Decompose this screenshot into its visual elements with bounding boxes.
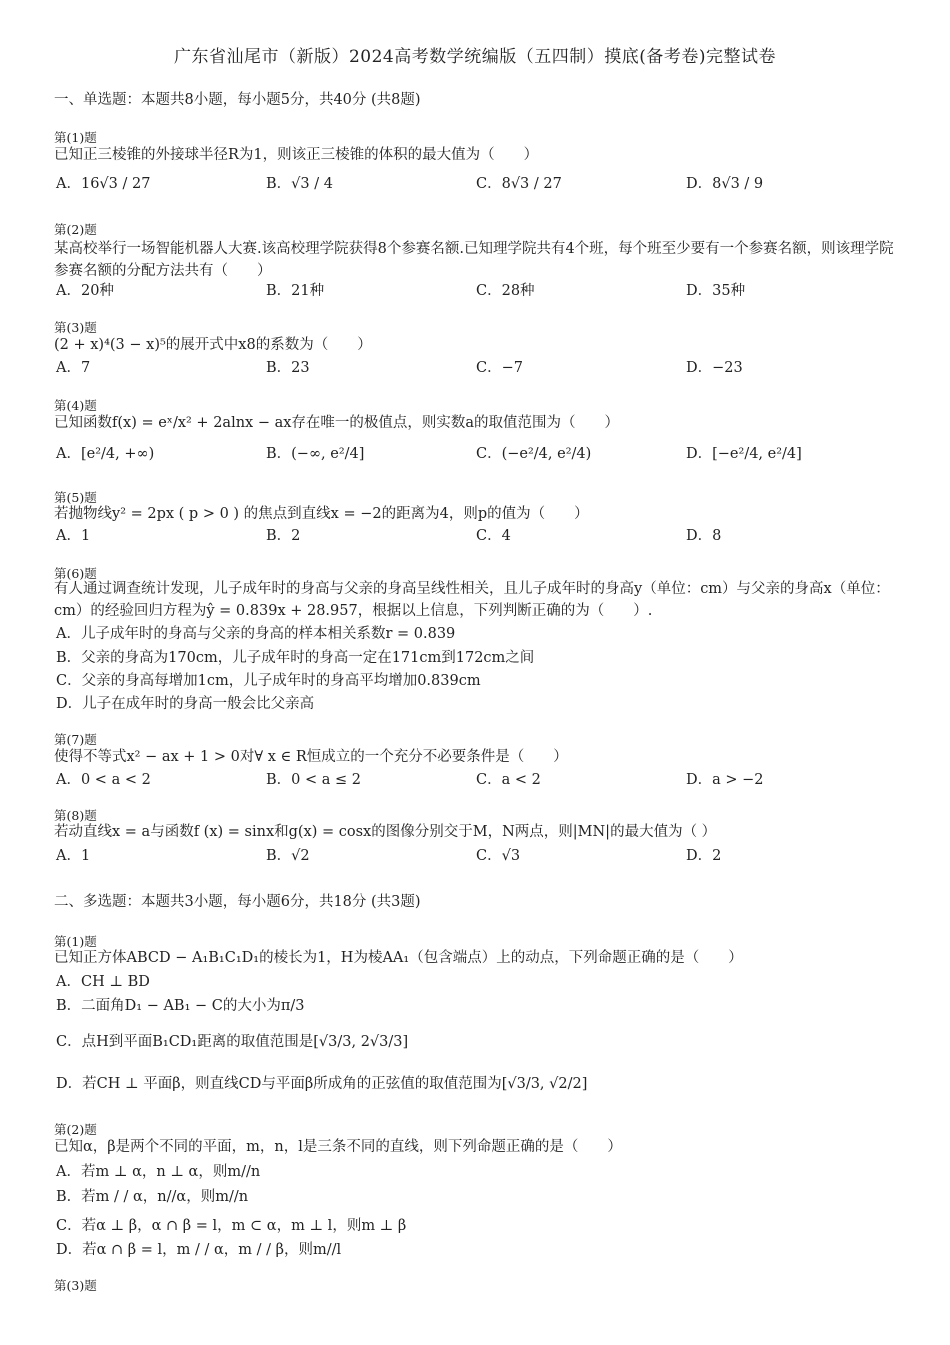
option-c: C．(−e²/4, e²/4) <box>476 446 592 462</box>
option-d: D．儿子在成年时的身高一般会比父亲高 <box>56 696 315 712</box>
option-c: C．28种 <box>476 283 535 299</box>
question-stem: 某高校举行一场智能机器人大赛.该高校理学院获得8个参赛名额.已知理学院共有4个班，每个班至少要有一个参赛名额，则该理学院参赛名额的分配方法共有（ ） <box>54 241 894 279</box>
question-stem: 若抛物线y² = 2px ( p > 0 ) 的焦点到直线x = −2的距离为4，则p的值为（ ） <box>54 506 589 522</box>
option-a: A．7 <box>56 360 91 376</box>
option-d: D．2 <box>686 848 722 864</box>
question-stem: 已知正三棱锥的外接球半径R为1，则该正三棱锥的体积的最大值为（ ） <box>54 147 539 163</box>
option-a: A．16√3 / 27 <box>56 176 151 192</box>
option-d: D．[−e²/4, e²/4] <box>686 446 802 462</box>
option-b: B．二面角D₁ − AB₁ − C的大小为π/3 <box>56 998 305 1014</box>
option-c: C．√3 <box>476 848 521 864</box>
question-stem: 使得不等式x² − ax + 1 > 0对∀ x ∈ R恒成立的一个充分不必要条件是（ ） <box>54 749 568 765</box>
option-d: D．35种 <box>686 283 746 299</box>
option-b: B．23 <box>266 360 310 376</box>
option-a: A．1 <box>56 528 91 544</box>
option-c: C．点H到平面B₁CD₁距离的取值范围是[√3/3, 2√3/3] <box>56 1034 409 1050</box>
option-b: B．√3 / 4 <box>266 176 333 192</box>
question-number: 第(2)题 <box>54 1122 97 1137</box>
option-a: A．0 < a < 2 <box>56 772 151 788</box>
question-stem: 已知正方体ABCD − A₁B₁C₁D₁的棱长为1，H为棱AA₁（包含端点）上的动点，下列命题正确的是（ ） <box>54 950 743 966</box>
question-number: 第(1)题 <box>54 130 97 145</box>
option-c: C．父亲的身高每增加1cm，儿子成年时的身高平均增加0.839cm <box>56 673 481 689</box>
question-number: 第(1)题 <box>54 934 97 949</box>
question-number: 第(8)题 <box>54 808 97 823</box>
option-d: D．8 <box>686 528 722 544</box>
option-c: C．4 <box>476 528 511 544</box>
option-c: C．a < 2 <box>476 772 541 788</box>
option-a: A．20种 <box>56 283 114 299</box>
question-stem: 若动直线x = a与函数f (x) = sinx和g(x) = cosx的图像分别交于M，N两点，则|MN|的最大值为（ ） <box>54 824 717 840</box>
option-c: C．8√3 / 27 <box>476 176 562 192</box>
option-b: B．(−∞, e²/4] <box>266 446 365 462</box>
question-stem: 已知α，β是两个不同的平面，m，n，l是三条不同的直线，则下列命题正确的是（ ） <box>54 1139 622 1155</box>
option-a: A．1 <box>56 848 91 864</box>
option-b: B．若m / / α，n//α，则m//n <box>56 1189 249 1205</box>
option-b: B．21种 <box>266 283 325 299</box>
option-d: D．−23 <box>686 360 743 376</box>
question-number: 第(2)题 <box>54 222 97 237</box>
question-stem: 有人通过调查统计发现，儿子成年时的身高与父亲的身高呈线性相关，且儿子成年时的身高y（单位：cm）与父亲的身高x（单位：cm）的经验回归方程为ŷ = 0.839x + 28.957，根据以上信息，下列判断正确的为（ ）. <box>54 581 890 619</box>
option-a: A．若m ⊥ α，n ⊥ α，则m//n <box>56 1164 261 1180</box>
option-d: D．a > −2 <box>686 772 764 788</box>
question-number: 第(6)题 <box>54 566 97 581</box>
page-title: 广东省汕尾市（新版）2024高考数学统编版（五四制）摸底(备考卷)完整试卷 <box>173 47 777 67</box>
option-a: A．儿子成年时的身高与父亲的身高的样本相关系数r = 0.839 <box>56 626 456 642</box>
question-number: 第(4)题 <box>54 398 97 413</box>
option-b: B．父亲的身高为170cm，儿子成年时的身高一定在171cm到172cm之间 <box>56 650 535 666</box>
section-heading-single-choice: 一、单选题：本题共8小题，每小题5分，共40分 (共8题) <box>54 92 421 108</box>
option-b: B．√2 <box>266 848 310 864</box>
option-b: B．0 < a ≤ 2 <box>266 772 361 788</box>
option-d: D．8√3 / 9 <box>686 176 764 192</box>
question-number: 第(7)题 <box>54 732 97 747</box>
option-d: D．若α ∩ β = l，m / / α，m / / β，则m//l <box>56 1242 342 1258</box>
question-stem: 已知函数f(x) = eˣ/x² + 2alnx − ax存在唯一的极值点，则实数a的取值范围为（ ） <box>54 415 620 431</box>
option-a: A．[e²/4, +∞) <box>56 446 155 462</box>
section-heading-multi-choice: 二、多选题：本题共3小题，每小题6分，共18分 (共3题) <box>54 894 421 910</box>
question-number: 第(5)题 <box>54 490 97 505</box>
question-stem: (2 + x)⁴(3 − x)⁵的展开式中x8的系数为（ ） <box>54 337 372 353</box>
option-c: C．若α ⊥ β，α ∩ β = l，m ⊂ α，m ⊥ l，则m ⊥ β <box>56 1218 407 1234</box>
question-number: 第(3)题 <box>54 320 97 335</box>
option-d: D．若CH ⊥ 平面β，则直线CD与平面β所成角的正弦值的取值范围为[√3/3, √2/2] <box>56 1076 588 1092</box>
question-number: 第(3)题 <box>54 1278 97 1293</box>
option-a: A．CH ⊥ BD <box>56 974 150 990</box>
option-b: B．2 <box>266 528 301 544</box>
option-c: C．−7 <box>476 360 523 376</box>
